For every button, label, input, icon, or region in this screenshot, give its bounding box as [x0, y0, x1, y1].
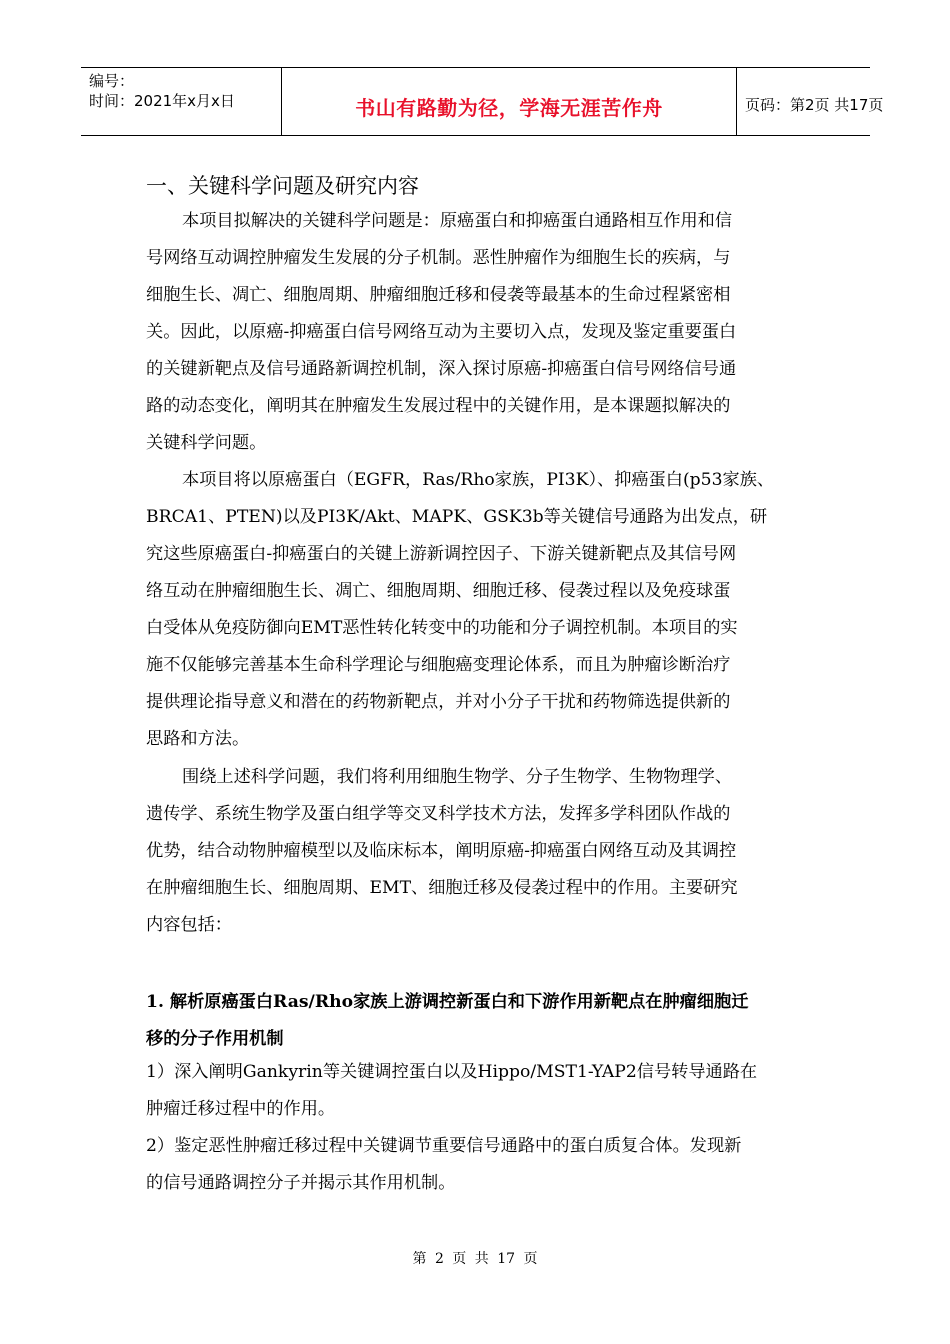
text-line: 围绕上述科学问题，我们将利用细胞生物学、分子生物学、生物物理学、 — [182, 767, 733, 787]
text-line: 施不仅能够完善基本生命科学理论与细胞癌变理论体系，而且为肿瘤诊断治疗 — [146, 655, 731, 675]
text-line: 优势，结合动物肿瘤模型以及临床标本，阐明原癌-抑癌蛋白网络互动及其调控 — [146, 841, 737, 861]
header-page-cell — [737, 68, 884, 135]
list-item: 1）深入阐明Gankyrin等关键调控蛋白以及Hippo/MST1-YAP2信号转导通路在 — [146, 1062, 758, 1082]
text-line: BRCA1、PTEN)以及PI3K/Akt、MAPK、GSK3b等关键信号通路为出发点，研 — [146, 507, 768, 527]
text-line: 的关键新靶点及信号通路新调控机制，深入探讨原癌-抑癌蛋白信号网络信号通 — [146, 359, 737, 379]
text-line: 细胞生长、凋亡、细胞周期、肿瘤细胞迁移和侵袭等最基本的生命过程紧密相 — [146, 285, 731, 305]
text-line: 在肿瘤细胞生长、细胞周期、EMT、细胞迁移及侵袭过程中的作用。主要研究 — [146, 878, 738, 898]
paragraph-methods — [146, 759, 738, 944]
text-line: 白受体从免疫防御向EMT恶性转化转变中的功能和分子调控机制。本项目的实 — [146, 618, 738, 638]
page-footer: 第 2 页 共 17 页 — [412, 1251, 538, 1267]
document-number-label: 编号： — [89, 72, 135, 90]
header-motto: 书山有路勤为径，学海无涯苦作舟 — [355, 96, 663, 120]
text-line: 提供理论指导意义和潜在的药物新靶点，并对小分子干扰和药物筛选提供新的 — [146, 692, 731, 712]
list-item-continuation: 肿瘤迁移过程中的作用。 — [146, 1099, 336, 1119]
text-line: 关键科学问题。 — [146, 433, 267, 453]
list-item-continuation: 的信号通路调控分子并揭示其作用机制。 — [146, 1173, 456, 1193]
text-line: 思路和方法。 — [146, 729, 250, 749]
paragraph-key-problem — [146, 203, 736, 462]
document-date: 时间：2021年x月x日 — [89, 92, 235, 110]
list-item: 2）鉴定恶性肿瘤迁移过程中关键调节重要信号通路中的蛋白质复合体。发现新 — [146, 1136, 742, 1156]
page-header-table — [81, 67, 884, 136]
text-line: 究这些原癌蛋白-抑癌蛋白的关键上游新调控因子、下游关键新靶点及其信号网 — [146, 544, 737, 564]
text-line: 路的动态变化，阐明其在肿瘤发生发展过程中的关键作用，是本课题拟解决的 — [146, 396, 731, 416]
subsection-heading — [146, 984, 748, 1058]
header-page-info: 页码：第2页 共17页 — [745, 96, 884, 114]
section-title: 一、关键科学问题及研究内容 — [146, 174, 419, 198]
header-motto-cell — [282, 68, 737, 135]
research-items — [146, 1054, 757, 1202]
text-line: 本项目将以原癌蛋白（EGFR，Ras/Rho家族，PI3K）、抑癌蛋白(p53家族、 — [182, 470, 775, 490]
heading-line: 1. 解析原癌蛋白Ras/Rho家族上游调控新蛋白和下游作用新靶点在肿瘤细胞迁 — [146, 992, 749, 1012]
text-line: 络互动在肿瘤细胞生长、凋亡、细胞周期、细胞迁移、侵袭过程以及免疫球蛋 — [146, 581, 731, 601]
text-line: 关。因此，以原癌-抑癌蛋白信号网络互动为主要切入点，发现及鉴定重要蛋白 — [146, 322, 737, 342]
header-meta-cell — [81, 68, 282, 135]
text-line: 内容包括： — [146, 915, 232, 935]
paragraph-project-scope — [146, 462, 774, 758]
text-line: 遗传学、系统生物学及蛋白组学等交叉科学技术方法，发挥多学科团队作战的 — [146, 804, 731, 824]
text-line: 号网络互动调控肿瘤发生发展的分子机制。恶性肿瘤作为细胞生长的疾病，与 — [146, 248, 731, 268]
heading-line: 移的分子作用机制 — [146, 1029, 284, 1049]
text-line: 本项目拟解决的关键科学问题是：原癌蛋白和抑癌蛋白通路相互作用和信 — [182, 211, 733, 231]
